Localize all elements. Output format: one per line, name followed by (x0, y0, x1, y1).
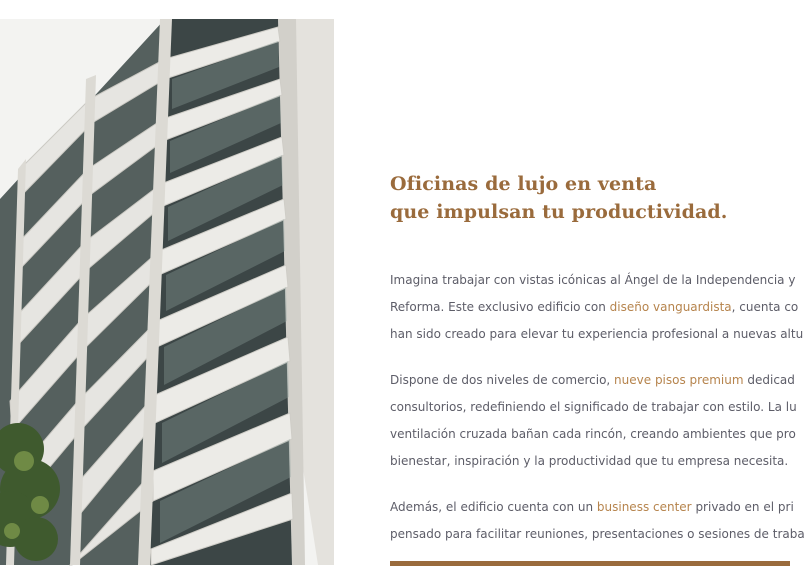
building-photo (0, 19, 334, 565)
paragraph-line: , cuenta co (731, 300, 799, 314)
highlight-business-center: business center (596, 500, 692, 514)
content-section (390, 170, 810, 548)
paragraph-line: Reforma. Este exclusivo edificio con (390, 300, 610, 314)
page-title (390, 170, 810, 226)
paragraph-line: Dispone de dos niveles de comercio, (390, 373, 615, 387)
building-illustration (0, 19, 334, 565)
paragraph-features (390, 367, 810, 475)
accent-divider (390, 561, 790, 566)
title-line-2: que impulsan tu productividad. (390, 201, 728, 223)
highlight-design: diseño vanguardista (609, 300, 732, 314)
paragraph-intro (390, 267, 810, 348)
paragraph-line: ventilación cruzada bañan cada rincón, creando ambientes que pro (390, 427, 796, 441)
paragraph-line: Además, el edificio cuenta con un (390, 500, 597, 514)
paragraph-line: bienestar, inspiración y la productividad que tu empresa necesita. (390, 454, 789, 468)
paragraph-line: privado en el pri (691, 500, 794, 514)
paragraph-line: Imagina trabajar con vistas icónicas al Ángel de la Independencia y (390, 273, 796, 287)
highlight-floors: nueve pisos premium (614, 373, 744, 387)
paragraph-line: dedicad (743, 373, 795, 387)
paragraph-line: pensado para facilitar reuniones, presentaciones o sesiones de traba (390, 527, 805, 541)
paragraph-business-center (390, 494, 810, 548)
paragraph-line: han sido creado para elevar tu experiencia profesional a nuevas altu (390, 327, 804, 341)
title-line-1: Oficinas de lujo en venta (390, 173, 657, 195)
paragraph-line: consultorios, redefiniendo el significado de trabajar con estilo. La lu (390, 400, 797, 414)
